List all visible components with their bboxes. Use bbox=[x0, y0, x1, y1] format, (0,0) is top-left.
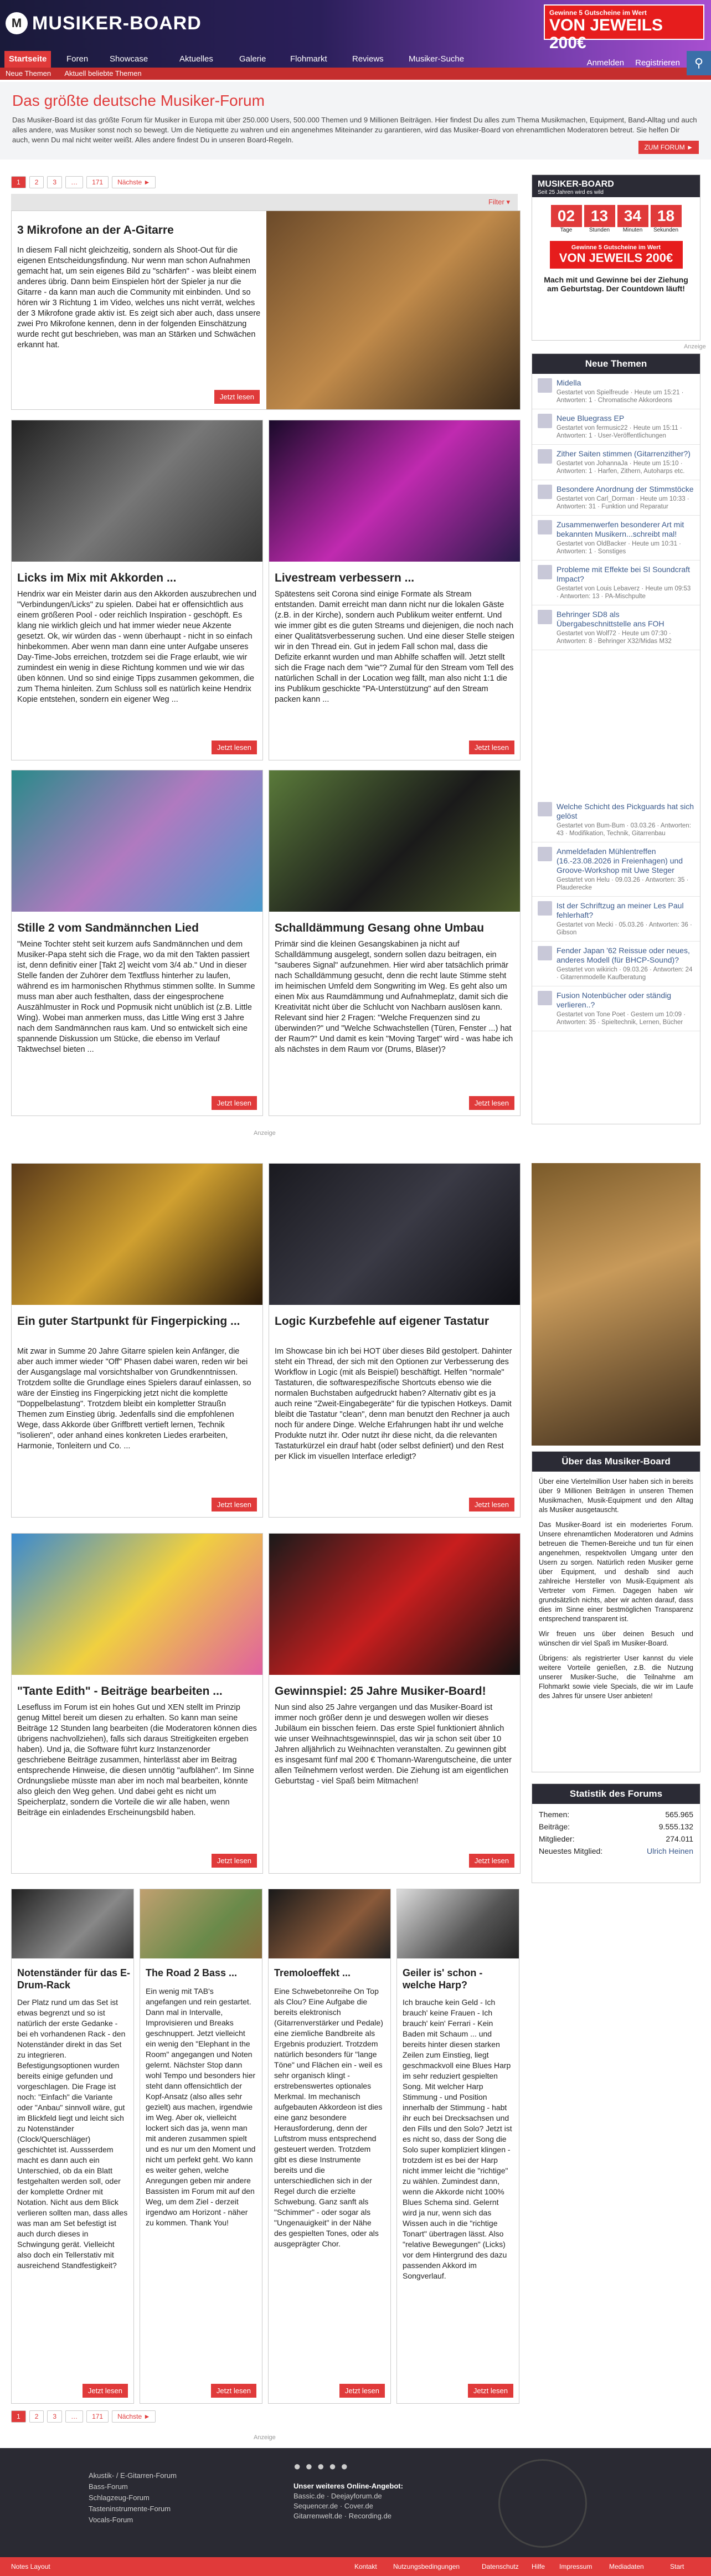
subnav-beliebte-themen[interactable]: Aktuell beliebte Themen bbox=[64, 69, 142, 78]
avatar bbox=[538, 991, 552, 1005]
article-card[interactable] bbox=[269, 1533, 521, 1874]
countdown-title: MUSIKER-BOARD bbox=[538, 179, 614, 189]
article-image bbox=[12, 1164, 263, 1305]
thread-item[interactable] bbox=[532, 942, 700, 986]
stats-row: Neuestes Mitglied: Ulrich Heinen bbox=[539, 1847, 693, 1855]
countdown-text: Mach mit und Gewinne bei der Ziehung am Geburtstag. Der Countdown läuft! bbox=[544, 275, 688, 293]
thread-title[interactable]: Anmeldefaden Mühlentreffen (16.-23.08.2026 in Freienhagen) und Groove-Workshop mit Uwe Steger bbox=[557, 847, 683, 875]
avatar bbox=[538, 378, 552, 393]
thread-title[interactable]: Zusammenwerfen besonderer Art mit bekannten Musikern...schreibt mal! bbox=[557, 520, 684, 538]
read-more-button[interactable]: Jetzt lesen bbox=[469, 1498, 514, 1511]
to-forum-button[interactable]: ZUM FORUM ► bbox=[638, 141, 699, 154]
article-card[interactable] bbox=[11, 1533, 263, 1874]
thread-title[interactable]: Besondere Anordnung der Stimmstöcke bbox=[557, 485, 694, 493]
article-image bbox=[269, 1164, 521, 1305]
page-link-last[interactable]: 171 bbox=[86, 2410, 109, 2423]
footer-more-link[interactable]: Bassic.de · Deejayforum.de bbox=[293, 2492, 382, 2500]
thread-meta: Gestartet von Mecki · 05.03.26 · Antworten: 36 · Gibson bbox=[557, 922, 692, 936]
article-title[interactable]: Livestream verbessern ... bbox=[275, 572, 415, 584]
page-link-1[interactable]: 1 bbox=[11, 176, 26, 188]
avatar bbox=[538, 847, 552, 861]
account-nav bbox=[583, 51, 711, 75]
avatar bbox=[538, 449, 552, 464]
subnav-neue-themen[interactable]: Neue Themen bbox=[6, 69, 51, 78]
article-title[interactable]: Logic Kurzbefehle auf eigener Tastatur bbox=[275, 1315, 490, 1328]
search-icon[interactable]: ⚲ bbox=[687, 51, 711, 75]
article-excerpt: Nun sind also 25 Jahre vergangen und das Musiker-Board ist immer noch größer denn je und deswegen wollen wir dieses Jubiläum ein bisschen feiern. Das erste Spiel funktioniert ähnlich wie unser Weihnachtsgewinnspiel, das wir ja schon seit über 10 Jahren alljährlich zu Weihnachten veranstalten. Zu gewinnen gibt es insgesamt fünf mal 200 € Thomann-Warengutscheine, die unter allen Teilnehmern verlost werden. Die Ziehung ist am eigentlichen Geburtstag - viel Spaß beim Mitmachen! bbox=[275, 1703, 512, 1786]
countdown-days: 02 Tage bbox=[551, 205, 582, 233]
filter-bar[interactable] bbox=[11, 194, 518, 210]
read-more-button[interactable]: Jetzt lesen bbox=[212, 1096, 257, 1110]
article-card[interactable] bbox=[11, 1163, 263, 1518]
thread-meta: Gestartet von fermusic22 · Heute um 15:11 · Antworten: 1 · User-Veröffentlichungen bbox=[557, 425, 682, 439]
nav-reviews[interactable]: Reviews bbox=[352, 54, 384, 64]
stats-row: Mitglieder: 274.011 bbox=[539, 1834, 693, 1843]
article-excerpt: Ein wenig mit TAB's angefangen und rein gestartet. Dann mal in Intervalle, Improvisieren und Breaks geschnuppert. Jetzt vielleicht ein wenig den "Elephant in the Room" angegangen und Noten gelernt. Nächster Stop dann wohl Tempo und besonders hier steht dann offensichtlich der Kopf-Ansatz (also alles sehr gezielt) aus machen, irgendwie im Weg. Aber ok, vielleicht lockert sich das ja, wenn man mit anderen zusammen spielt und es nur um den Moment und nicht um perfekt geht. Wo kann es weiter gehen, welche Anregungen geben mir andere Bassisten im Forum mit auf den Weg, um dem Ziel - derzeit irgendwo am Horizont - näher zu kommen. Thank You! bbox=[146, 1987, 256, 2227]
stats-row: Beiträge: 9.555.132 bbox=[539, 1822, 693, 1831]
article-card[interactable] bbox=[268, 1889, 391, 2404]
footer-bar bbox=[0, 2557, 711, 2576]
popular-threads-box bbox=[532, 798, 700, 1124]
thread-meta: Gestartet von Carl_Dorman · Heute um 10:33 · Antworten: 31 · Funktion und Reparatur bbox=[557, 496, 689, 510]
sidebar-ad-image[interactable] bbox=[532, 1163, 700, 1446]
site-logo[interactable] bbox=[6, 12, 202, 34]
footer-bar-link[interactable]: Hilfe bbox=[532, 2563, 545, 2570]
thread-meta: Gestartet von JohannaJa · Heute um 15:10 · Antworten: 1 · Harfen, Zithern, Autoharps etc. bbox=[557, 460, 685, 475]
countdown-value: VON JEWEILS 200€ bbox=[559, 251, 673, 265]
new-threads-box bbox=[532, 353, 700, 813]
article-title[interactable]: "Tante Edith" - Beiträge bearbeiten ... bbox=[17, 1685, 223, 1698]
read-more-button[interactable]: Jetzt lesen bbox=[469, 1096, 514, 1110]
footer-logo bbox=[498, 2459, 587, 2548]
article-title[interactable]: Ein guter Startpunkt für Fingerpicking ... bbox=[17, 1315, 240, 1328]
footer-bar-link[interactable]: Start bbox=[670, 2563, 684, 2570]
intro-section bbox=[0, 82, 711, 160]
countdown-box[interactable] bbox=[532, 174, 700, 341]
article-image bbox=[266, 211, 521, 410]
article-image bbox=[397, 1889, 519, 1958]
nav-startseite[interactable]: Startseite bbox=[4, 51, 51, 68]
thread-item[interactable] bbox=[532, 986, 700, 1031]
article-image bbox=[12, 770, 263, 912]
footer-more-link[interactable]: Sequencer.de · Cover.de bbox=[293, 2502, 373, 2510]
thread-item[interactable] bbox=[532, 798, 700, 842]
article-excerpt: Eine Schwebetonreihe On Top als Clou? Eine Aufgabe die bereits elektronisch (Gitarrenverstärker und Pedale) eine ziemliche Bandbreite als Ergebnis produziert. Trotzdem natürlich besonders für "lange Töne" und Flächen ein - weil es sehr organisch klingt - erstrebenswertes optionales Merkmal. Im mechanisch aufgebauten Akkordeon ist dies eine ganz besondere Herausforderung, denn der Luftstrom muss entsprechend gesteuert werden. Trotzdem gibt es diese Instrumente bereits und die unterschiedlichen sich in der Regel durch die erzielte Schwebung. Ganz sanft als "Schimmer" - oder sogar als "Ungenauigkeit" in der Nähe des gespielten Tones, oder als ausgeprägter Chor. bbox=[274, 1987, 383, 2248]
page-link-last[interactable]: 171 bbox=[86, 176, 109, 188]
article-title[interactable]: Notenständer für das E-Drum-Rack bbox=[17, 1967, 131, 1991]
footer-bar-link[interactable]: Impressum bbox=[559, 2563, 592, 2570]
avatar bbox=[538, 946, 552, 960]
ad-label: Anzeige bbox=[254, 2434, 276, 2441]
read-more-button[interactable]: Jetzt lesen bbox=[339, 2384, 385, 2398]
thread-meta: Gestartet von wikirich · 09.03.26 · Antworten: 24 · Gitarrenmodelle Kaufberatung bbox=[557, 966, 693, 981]
footer-link[interactable]: Schlagzeug-Forum bbox=[89, 2493, 150, 2502]
article-image bbox=[12, 1889, 134, 1958]
read-more-button[interactable]: Jetzt lesen bbox=[212, 1854, 257, 1868]
article-title[interactable]: Licks im Mix mit Akkorden ... bbox=[17, 572, 177, 584]
article-card[interactable] bbox=[269, 420, 521, 760]
footer-bar-link[interactable]: Datenschutz bbox=[482, 2563, 519, 2570]
article-excerpt: Spätestens seit Corona sind einige Formate als Stream entstanden. Damit erreicht man dann nicht nur die lokalen Gäste (z.B. in der Kirche), sondern auch Publikum weiter entfernt. Und wie immer gibt es die guten Streams und diejenigen, die noch nach einer Qualitätsverbesserung suchen. Und eine dieser Stelle steigen wir in den Thread ein. Gut in jedem Fall schon mal, dass die Defizite erkannt wurden und man Abhilfe schaffen will. Jetzt stellt sich die Frage nach dem "wie"? Zumal für den Stream vom Tell des natürlichen Schall in der Location weg fällt, man also nicht 1:1 die ins Publikum geschickte "PA-Unterstützung" auf den Stream packen kann ... bbox=[275, 590, 514, 704]
article-excerpt: Hendrix war ein Meister darin aus den Akkorden auszubrechen und "Verbindungen/Licks" zu spielen. Dabei hat er offensichtlich aus einem größeren Pool - oder reichlich Inspiration - geschöpft. Es klang nie wirklich gleich und hat immer wieder neue Akzente gesetzt. Ok, wir würden das - wenn überhaupt - nicht in so einfach hinbekommen. Aber wenn man dann eine unter Aufgabe unseres Day-Time-Jobs erreichen, trotzdem sei die Frage erlaubt, wie wir zumindest ein wenig in diese Richtung kommen und wie wir das üben können. Und so sind einige Tipps zusammen gekommen, die zum Thema hinleiten. Zum Schluss soll es natürlich keine Hendrix Kopie entstehen, sondern ein eigener Weg ... bbox=[17, 590, 257, 704]
footer-bar-link[interactable]: Kontakt bbox=[354, 2563, 377, 2570]
about-text-4: Übrigens: als registrierter User kannst du viele weitere Vorteile genießen, z.B. die Nutzung unserer Musiker-Suche, die Teilnahme am Flohmarkt sowie viele Specials, die wir im Laufe des Jahres für unsere User anbieten! bbox=[539, 1654, 693, 1700]
article-title[interactable]: 3 Mikrofone an der A-Gitarre bbox=[17, 224, 174, 236]
article-excerpt: "Meine Tochter steht seit kurzem aufs Sandmännchen und dem Musiker-Papa steht sich die Frage, wo da mit den Takten passiert ist, denn definitiv einer [Takt 2] weicht vom 3/4 ab." Und in dieser Stelle fanden der Zuhörer dem Textfluss hinterher zu laufen, während es im harmonischen Rhythmus stimmen sollte. In Summe muss man aber auch festhalten, dass der eingesprochene Auszählmuster in Rock und Popmusik nicht unüblich ist (z.B. Little Wing). Wobei man anmerken muss, das Little Wing erst 3 Jahre nach dem Sandmännchen raus kam. Und so entwickelt sich eine spannende Diskussion um Stücke, die ebenso im Verlauf Taktwechsel bieten ... bbox=[17, 940, 255, 1054]
thread-meta: Gestartet von Spielfreude · Heute um 15:21 · Antworten: 1 · Chromatische Akkordeons bbox=[557, 389, 684, 404]
thread-item[interactable] bbox=[532, 897, 700, 942]
page-link-2[interactable]: 2 bbox=[29, 2410, 44, 2423]
logo-text: MUSIKER-BOARD bbox=[32, 12, 202, 34]
read-more-button[interactable]: Jetzt lesen bbox=[212, 1498, 257, 1511]
read-more-button[interactable]: Jetzt lesen bbox=[468, 2384, 513, 2398]
footer-link[interactable]: Akustik- / E-Gitarren-Forum bbox=[89, 2471, 177, 2480]
read-more-button[interactable]: Jetzt lesen bbox=[469, 1854, 514, 1868]
article-excerpt: Primär sind die kleinen Gesangskabinen ja nicht auf Schalldämmung ausgelegt, sondern sollen dazu beitragen, ein "sauberes Signal" aufzunehmen. Hier wird aber tatsächlich primär nach Schalldämmung gesucht, denn die recht laute Stimme steht im heimischen Umfeld dem Songwriting im Weg. Es geht also um einen Mix aus Raumdämmung und Aufnahmeplatz, damit sich die Kreativität nicht über die Schlucht von Nachbarn auslösen kann. Relevant sind hier 2 Fragen: "Welche Frequenzen sind zu überwinden?" und "Welche Schwachstellen (Türen, Fenster ...) hat der Raum?" Und damit es kein "Moving Target" wird - was habe ich als nächstes in dem Raum vor (Drums, Bläser)? bbox=[275, 940, 513, 1054]
thread-item[interactable] bbox=[532, 409, 700, 445]
article-image bbox=[269, 770, 521, 912]
article-excerpt: Lesefluss im Forum ist ein hohes Gut und XEN stellt im Prinzip genug Mittel bereit um diesen zu erhalten. So kann man seine Beiträge 12 Stunden lang bearbeiten (die Moderatoren können dies übrigens nachvollziehen), falls sich daraus Streitigkeiten ergeben haben). Und ja, die Software führt kurz Instanzenorder geschriebene Beiträge zusammen, hinterlässt aber im Beitrag entsprechende Hinweise, die diesen unnötig "aufblähen". Im Sinne Ordnungsliebe müsste man aber im noch mal bearbeiten, könnte also gleich den Weg gehen. Und dabei geht es nicht um Speicherplatz, sondern die Vorteile die wir alle haben, wenn Beiträge ein einladendes Erscheinungsbild haben. bbox=[17, 1703, 257, 1817]
thread-meta: Gestartet von Tone Poet · Gestern um 10:09 · Antworten: 35 · Spieltechnik, Lernen, Bücher bbox=[557, 1011, 686, 1026]
footer-link[interactable]: Tasteninstrumente-Forum bbox=[89, 2505, 171, 2513]
thread-title[interactable]: Probleme mit Effekte bei SI Soundcraft Impact? bbox=[557, 565, 690, 583]
article-image bbox=[12, 420, 263, 562]
countdown-seconds: 18 Sekunden bbox=[651, 205, 682, 233]
article-image bbox=[12, 1534, 263, 1675]
footer-bar-link[interactable]: Notes Layout bbox=[11, 2563, 50, 2570]
login-button[interactable]: Anmelden bbox=[586, 58, 625, 68]
read-more-button[interactable]: Jetzt lesen bbox=[211, 2384, 256, 2398]
read-more-button[interactable]: Jetzt lesen bbox=[212, 741, 257, 754]
about-text-2: Das Musiker-Board ist ein moderiertes Forum. Unsere ehrenamtlichen Moderatoren und Admins betreuen die Themen-Bereiche und tun für einen angenehmen, respektvollen Umgang unter den Usern zu sorgen. Natürlich reden Musiker gerne über Equipment, und deshalb sind auch zahlreiche Hersteller von Musik-Equipment als Vertreter vom Firmen. Dagegen haben wir grundsätzlich nichts, aber wir achten darauf, dass dies im Sinne einer bestmöglichen Transparenz entsprechend transparent ist. bbox=[539, 1521, 693, 1623]
read-more-button[interactable]: Jetzt lesen bbox=[83, 2384, 128, 2398]
article-title[interactable]: Gewinnspiel: 25 Jahre Musiker-Board! bbox=[275, 1685, 486, 1698]
avatar bbox=[538, 485, 552, 499]
thread-title[interactable]: Midella bbox=[557, 378, 581, 387]
about-text-3: Wir freuen uns über deinen Besuch und wünschen dir viel Spaß im Musiker-Board. bbox=[539, 1630, 693, 1647]
footer-link[interactable]: Vocals-Forum bbox=[89, 2516, 133, 2524]
pagination-bottom bbox=[11, 2410, 156, 2423]
new-threads-title: Neue Themen bbox=[532, 354, 700, 374]
about-box bbox=[532, 1451, 700, 1772]
header-ad-banner[interactable] bbox=[544, 4, 704, 52]
countdown-subtitle: Seit 25 Jahren wird es wild bbox=[538, 189, 604, 196]
avatar bbox=[538, 565, 552, 579]
header-ad-line: Gewinne 5 Gutscheine im Wert bbox=[549, 9, 647, 17]
thread-meta: Gestartet von Bum-Bum · 03.03.26 · Antworten: 43 · Modifikation, Technik, Gitarrenbau bbox=[557, 822, 691, 837]
article-title[interactable]: Geiler is' schon - welche Harp? bbox=[403, 1967, 483, 1991]
thread-title[interactable]: Fusion Notenbücher oder ständig verlieren..? bbox=[557, 991, 672, 1009]
article-card[interactable] bbox=[11, 1889, 134, 2404]
site-footer bbox=[0, 2448, 711, 2576]
article-image bbox=[269, 1889, 391, 1958]
article-card[interactable] bbox=[11, 210, 521, 410]
avatar bbox=[538, 802, 552, 816]
article-image bbox=[140, 1889, 262, 1958]
page-ellipsis: … bbox=[65, 176, 83, 188]
page-link-1[interactable]: 1 bbox=[11, 2410, 26, 2423]
thread-item[interactable] bbox=[532, 516, 700, 561]
thread-meta: Gestartet von OldBacker · Heute um 10:31 · Antworten: 1 · Sonstiges bbox=[557, 541, 681, 555]
thread-title[interactable]: Zither Saiten stimmen (Gitarrenzither?) bbox=[557, 449, 691, 458]
forum-stats-box bbox=[532, 1783, 700, 1883]
footer-link[interactable]: Bass-Forum bbox=[89, 2482, 128, 2491]
article-card[interactable] bbox=[140, 1889, 262, 2404]
article-card[interactable] bbox=[11, 420, 263, 760]
page-next[interactable]: Nächste ► bbox=[112, 2410, 156, 2423]
thread-meta: Gestartet von Wolf72 · Heute um 07:30 · Antworten: 8 · Behringer X32/Midas M32 bbox=[557, 630, 672, 645]
article-card[interactable] bbox=[269, 770, 521, 1116]
intro-text: Das Musiker-Board ist das größte Forum für Musiker in Europa mit über 250.000 Users, 500.000 Themen und 9 Millionen Beiträgen. Hier findest Du alles zum Thema Musikmachen, Equipment, Band-Alltag und auch alles andere, was Musiker sonst noch so bewegt. Um die Netiquette zu wahren und ein angenehmes Miteinander zu garantieren, wird das Musiker-Board von ehrenamtlichen Moderatoren betreut. Sie helfen Dir auch, wenn Du mal nicht weiter weißt. Alles andere findest Du in unseren Board-Regeln. bbox=[12, 116, 697, 144]
nav-aktuelles[interactable]: Aktuelles bbox=[179, 54, 213, 64]
logo-mark: M bbox=[6, 12, 28, 34]
article-card[interactable] bbox=[11, 770, 263, 1116]
article-excerpt: Mit zwar in Summe 20 Jahre Gitarre spielen kein Anfänger, die aber auch immer wieder "Off" Phasen dabei waren, reden wir bei der Ausgangslage mal vorsichtshalber von Grundkenntnissen. Trotzdem sollte die Grundlage eines Spielers darauf einlassen, so wäre der Einstieg ins Fingerpicking jetzt nicht die komplette "Doppelbelastung". Trotzdem bleibt ein kompletter Straußn Themen zum Einstieg übrig. Jedenfalls sind die empfohlenen Wege, dass Akkorde über Griffbrett vertieft lernen, Technik "isolieren", oder anhand eines konkreten Liedes erarbeiten, Harmonie, Tonleitern und Co. ... bbox=[17, 1347, 251, 1451]
thread-item[interactable] bbox=[532, 480, 700, 516]
thread-item[interactable] bbox=[532, 605, 700, 650]
thread-meta: Gestartet von Louis Lebaverz · Heute um 09:53 · Antworten: 13 · PA-Mischpulte bbox=[557, 585, 691, 600]
page-next[interactable]: Nächste ► bbox=[112, 176, 156, 188]
register-button[interactable]: Registrieren bbox=[635, 58, 680, 68]
article-excerpt: Im Showcase bin ich bei HOT über dieses Bild gestolpert. Dahinter steht ein Thread, der sich mit den Optionen zur Verbesserung des Workflow in Logic (mit als Beispiel) beschäftigt. Helfen "normale" Tastaturen, die softwarespezifische Shortcuts ebenso wie die normalen Buchstaben aufgedruckt haben? Alternativ gibt es ja auch reine "Zweit-Eingabegeräte" für die typischen Hotkeys. Damit bleibt die Tastatur "clean", denn man benutzt den Rechner ja auch noch für andere Dinge. Welche Erfahrungen habt ihr und welche Produkte nutzt ihr. Oder nutzt ihr diese nicht, da die relevanten Tastaturkürzel ein drauf habt (oder selbst definiert) und den Rest per Klick im visuellen Interface erledigt? bbox=[275, 1347, 512, 1461]
ad-label: Anzeige bbox=[254, 1130, 276, 1137]
article-title[interactable]: Schalldämmung Gesang ohne Umbau bbox=[275, 922, 485, 934]
article-image bbox=[269, 420, 521, 562]
thread-item[interactable] bbox=[532, 374, 700, 409]
countdown-hours: 13 Stunden bbox=[584, 205, 615, 233]
page-ellipsis: … bbox=[65, 2410, 83, 2423]
countdown-badge: Gewinne 5 Gutscheine im Wert bbox=[571, 244, 661, 251]
avatar bbox=[538, 520, 552, 534]
read-more-button[interactable]: Jetzt lesen bbox=[469, 741, 514, 754]
nav-showcase[interactable]: Showcase bbox=[110, 54, 148, 64]
about-title: Über das Musiker-Board bbox=[532, 1452, 700, 1472]
article-excerpt: Ich brauche kein Geld - Ich brauch' keine Frauen - Ich brauch' kein' Ferrari - Kein Baden mit Schaum ... und bereits hinter diesen starken Zeilen zum Einstieg, liegt geschmackvoll eine Blues Harp im sehr reduziert gespielten Song. Mit welcher Harp Stimmung - und Position innerhalb der Stimmung - habt ihr euch bei Drecksachsen und den Fills und den Solo? Jetzt ist es nicht so, dass der Song die Solo super kompliziert klingen - trotzdem ist es bei der Harp nicht immer leicht die "richtige" zu wählen. Zumindest dann, wenn die Akkorde nicht 100% Blues Schema sind. Gelernt wird ja nur, wenn sich das Wissen auch in die "richtige Tonart" übertragen lässt. Also "relative Bewegungen" (Licks) vor dem Hintergrund des dazu passenden Akkord im Songverlauf. bbox=[403, 1998, 512, 2280]
nav-foren[interactable]: Foren bbox=[66, 54, 89, 64]
countdown-minutes: 34 Minuten bbox=[617, 205, 648, 233]
article-title[interactable]: The Road 2 Bass ... bbox=[146, 1967, 238, 1978]
pagination-top bbox=[11, 176, 156, 188]
thread-title[interactable]: Fender Japan '62 Reissue oder neues, anderes Modell (für BHCP-Sound)? bbox=[557, 946, 690, 964]
article-card[interactable] bbox=[396, 1889, 519, 2404]
social-icons[interactable]: ●●●●● bbox=[293, 2459, 353, 2473]
article-excerpt: In diesem Fall nicht gleichzeitig, sondern als Shoot-Out für die eigenen Entscheidungsfindung. Nur wenn man schon Aufnahmen gemacht hat, um sein eigenes Bild zu "schärfen" - was bleibt einem anderes übrig. Dann beim Einspielen hört der Spieler ja nur die Gitarre - da kann man auch die Community mit einbinden. Und so hören wir 3 Richtung 1 im Video, welches uns nicht verrät, welches der 3 Mikrofone grade aktiv ist. Es zeigt sich aber auch, dass unsere zwei Pro Mikrofone kennen, denn in der folgenden Einschätzung wurde recht gut beschrieben, was man an Stärken und Schwächen erkannt hat. bbox=[17, 246, 261, 349]
page-link-3[interactable]: 3 bbox=[47, 2410, 62, 2423]
header-ad-value: VON JEWEILS 200€ bbox=[549, 16, 663, 52]
thread-title[interactable]: Welche Schicht des Pickguards hat sich gelöst bbox=[557, 802, 694, 820]
article-title[interactable]: Stille 2 vom Sandmännchen Lied bbox=[17, 922, 199, 934]
ad-label: Anzeige bbox=[684, 343, 706, 350]
nav-galerie[interactable]: Galerie bbox=[239, 54, 266, 64]
avatar bbox=[538, 414, 552, 428]
footer-bar-link[interactable]: Mediadaten bbox=[609, 2563, 644, 2570]
article-image bbox=[269, 1534, 521, 1675]
footer-more-title: Unser weiteres Online-Angebot: bbox=[293, 2482, 403, 2490]
article-card[interactable] bbox=[269, 1163, 521, 1518]
nav-flohmarkt[interactable]: Flohmarkt bbox=[290, 54, 327, 64]
thread-title[interactable]: Behringer SD8 als Übergabeschnittstelle ans FOH bbox=[557, 610, 664, 628]
page-title: Das größte deutsche Musiker-Forum bbox=[12, 92, 265, 109]
stats-row: Themen: 565.965 bbox=[539, 1810, 693, 1819]
thread-item[interactable] bbox=[532, 445, 700, 480]
article-excerpt: Der Platz rund um das Set ist etwas begrenzt und so ist natürlich der erste Gedanke - bei eh vorhandenen Rack - den Notenständer direkt in das Set zu integrieren. Befestigungsoptionen wurden bereits einige gefunden und vorgeschlagen. Die Frage ist noch: "Einfach" die Variante oder "Anbau" sinnvoll wäre, gut im Blickfeld liegt und leicht sich zu Notenständer (Clock/Querschläger) geschichtet ist. Aussserdem macht es dann auch ein Unterschied, ob da ein Blatt festgehalten werden soll, oder der komplette Ordner mit Notation. Nicht aus dem Blick verlieren sollten man, dass alles was man am Set befestigt ist auch durch dieses in Schwingung gerät. Vielleicht also doch ein Tellerstativ mit ausreichend Standfestigkeit? bbox=[17, 1998, 128, 2270]
avatar bbox=[538, 610, 552, 624]
nav-musiker-suche[interactable]: Musiker-Suche bbox=[409, 54, 465, 64]
about-text-1: Über eine Viertelmillion User haben sich in bereits über 9 Millionen Beiträgen in unseren Themen Musikmachen, Musik-Equipment und den Alltag als Musiker ausgetauscht. bbox=[539, 1478, 693, 1514]
footer-bar-link[interactable]: Nutzungsbedingungen bbox=[393, 2563, 460, 2570]
thread-title[interactable]: Ist der Schriftzug an meiner Les Paul fehlerhaft? bbox=[557, 901, 684, 919]
thread-item[interactable] bbox=[532, 561, 700, 605]
page-link-3[interactable]: 3 bbox=[47, 176, 62, 188]
filter-toggle[interactable]: Filter ▾ bbox=[488, 198, 510, 206]
article-title[interactable]: Tremoloeffekt ... bbox=[274, 1967, 351, 1978]
page-link-2[interactable]: 2 bbox=[29, 176, 44, 188]
avatar bbox=[538, 901, 552, 916]
thread-title[interactable]: Neue Bluegrass EP bbox=[557, 414, 625, 423]
footer-more-link[interactable]: Gitarrenwelt.de · Recording.de bbox=[293, 2512, 392, 2520]
stats-title: Statistik des Forums bbox=[532, 1784, 700, 1804]
thread-meta: Gestartet von ​Helu · 09.03.26 · Antworten: 35 · Plauderecke bbox=[557, 877, 689, 891]
read-more-button[interactable]: Jetzt lesen bbox=[214, 390, 260, 404]
thread-item[interactable] bbox=[532, 842, 700, 897]
